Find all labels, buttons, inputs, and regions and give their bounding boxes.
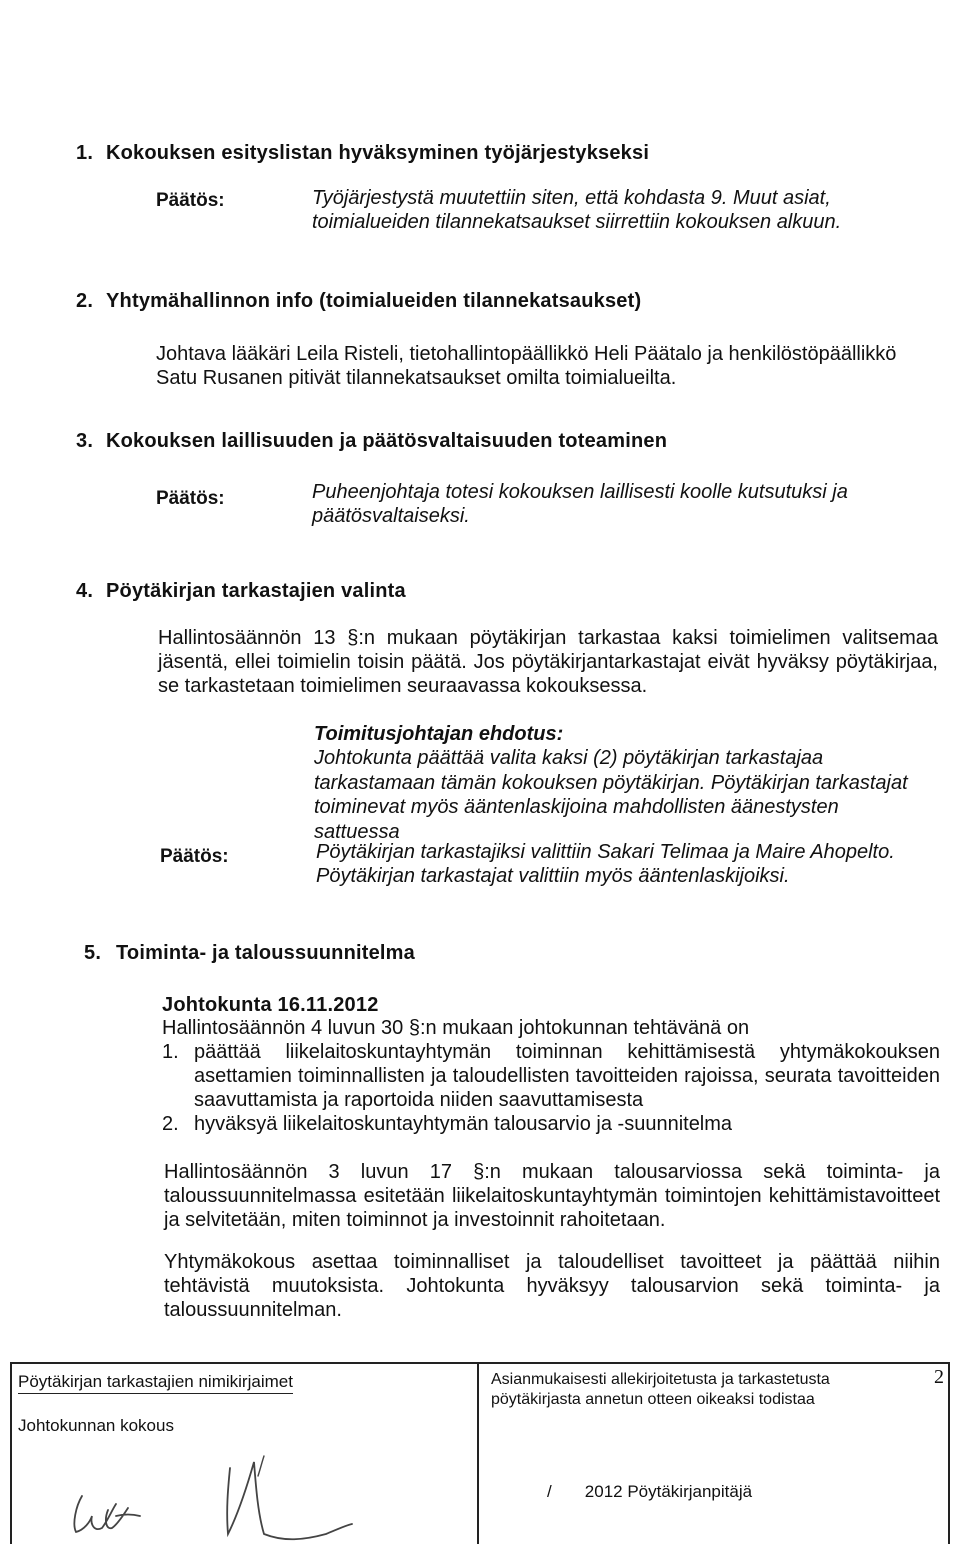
section-5-paragraph-2: Yhtymäkokous asettaa toiminnalliset ja taloudelliset tavoitteet ja päättää niihin tehtävistä muutoksista. Johtokunta hyväksyy talousarvion sekä toiminta- ja taloussuunnitelman. xyxy=(164,1251,940,1321)
section-2-heading xyxy=(76,290,641,313)
meeting-subheading: Johtokunta 16.11.2012 xyxy=(162,994,379,1016)
section-1-heading xyxy=(76,142,649,165)
section-number: 4. xyxy=(76,580,94,602)
section-number: 1. xyxy=(76,142,94,164)
section-5-intro: Hallintosäännön 4 luvun 30 §:n mukaan johtokunnan tehtävänä on xyxy=(162,1017,750,1039)
list-item xyxy=(162,1112,940,1136)
initials-title: Pöytäkirjan tarkastajien nimikirjaimet xyxy=(18,1372,293,1394)
section-number: 5. xyxy=(84,942,102,964)
section-title: Pöytäkirjan tarkastajien valinta xyxy=(106,580,406,602)
proposal-text: Johtokunta päättää valita kaksi (2) pöytäkirjan tarkastajaa tarkastamaan tämän kokouksen pöytäkirjan. Pöytäkirjan tarkastajat toiminevat myös ääntenlaskijoina mahdollisten äänestysten sattuessa xyxy=(314,747,908,843)
decision-text: Työjärjestystä muutettiin siten, että kohdasta 9. Muut asiat, toimialueiden tilannekatsaukset siirrettiin kokouksen alkuun. xyxy=(312,187,842,233)
meeting-label: Johtokunnan kokous xyxy=(18,1416,174,1435)
section-4-body: Hallintosäännön 13 §:n mukaan pöytäkirjan tarkastaa kaksi toimielimen valitsemaa jäsentä, ellei toimielin toisin päätä. Jos pöytäkirjantarkastajat eivät hyväksy pöytäkirjaa, se tarkastetaan toimielimen seuraavassa kokouksessa. xyxy=(158,627,938,697)
decision-line-1: Pöytäkirjan tarkastajiksi valittiin Sakari Telimaa ja Maire Ahopelto. xyxy=(316,841,895,863)
list-item xyxy=(162,1040,940,1112)
section-3-heading xyxy=(76,430,667,453)
list-text: päättää liikelaitoskuntayhtymän toiminnan kehittämisestä yhtymäkokouksen asettamien toiminnallisten ja taloudellisten tavoitteiden rajoissa, seurata tavoitteiden saavuttamista ja raportoida niiden saavuttamisesta xyxy=(194,1041,940,1111)
section-5-heading xyxy=(84,942,415,965)
decision-label: Päätös: xyxy=(160,846,229,867)
section-4-heading xyxy=(76,580,406,603)
proposal-heading: Toimitusjohtajan ehdotus: xyxy=(314,723,564,745)
duty-list xyxy=(162,1040,940,1136)
section-number: 2. xyxy=(76,290,94,312)
date-and-secretary: / 2012 Pöytäkirjanpitäjä xyxy=(547,1482,753,1501)
section-title: Toiminta- ja taloussuunnitelma xyxy=(116,942,415,964)
section-title: Kokouksen laillisuuden ja päätösvaltaisuuden toteaminen xyxy=(106,430,668,452)
list-number: 2. xyxy=(162,1113,179,1135)
list-text: hyväksyä liikelaitoskuntayhtymän talousarvio ja -suunnitelma xyxy=(194,1113,733,1135)
decision-line-2: Pöytäkirjan tarkastajat valittiin myös ääntenlaskijoiksi. xyxy=(316,865,790,887)
handwritten-initials xyxy=(32,1444,392,1544)
certification-text: Asianmukaisesti allekirjoitetusta ja tarkastetusta pöytäkirjasta annetun otteen oikeaksi todistaa xyxy=(491,1371,830,1408)
initials-box xyxy=(10,1364,479,1544)
page-number: 2 xyxy=(934,1366,944,1388)
section-title: Kokouksen esityslistan hyväksyminen työjärjestykseksi xyxy=(106,142,650,164)
section-5-paragraph-1: Hallintosäännön 3 luvun 17 §:n mukaan talousarviossa sekä toiminta- ja taloussuunnitelmassa esitetään liikelaitoskuntayhtymän toimintojen kehittämistavoitteet ja selvitetään, miten toiminnot ja investoinnit rahoitetaan. xyxy=(164,1161,940,1231)
section-2-body: Johtava lääkäri Leila Risteli, tietohallintopäällikkö Heli Päätalo ja henkilöstöpäällikkö Satu Rusanen pitivät tilannekatsaukset omilta toimialueilta. xyxy=(156,343,897,389)
decision-text: Puheenjohtaja totesi kokouksen laillisesti koolle kutsutuksi ja päätösvaltaiseksi. xyxy=(312,481,848,527)
decision-label: Päätös: xyxy=(156,488,225,509)
section-number: 3. xyxy=(76,430,94,452)
certification-box xyxy=(477,1364,950,1544)
section-title: Yhtymähallinnon info (toimialueiden tilannekatsaukset) xyxy=(106,290,642,312)
list-number: 1. xyxy=(162,1041,179,1063)
page-footer xyxy=(10,1362,950,1544)
decision-label: Päätös: xyxy=(156,190,225,211)
